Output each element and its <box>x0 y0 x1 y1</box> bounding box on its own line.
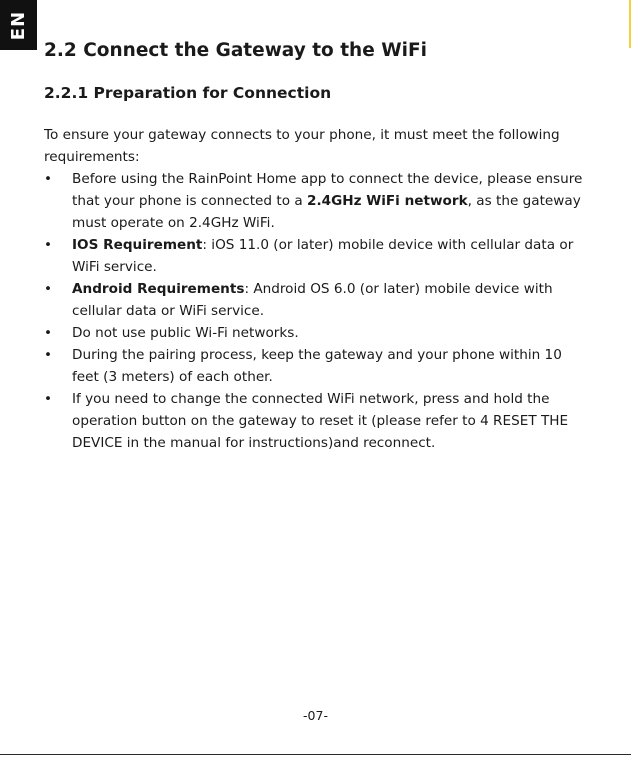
bullet-icon: • <box>44 171 53 187</box>
list-item <box>44 234 592 278</box>
bullet-icon: • <box>44 325 53 341</box>
language-tab <box>0 0 37 50</box>
requirement-text: , as the gateway must operate on 2.4GHz WiFi. <box>72 193 581 231</box>
list-item <box>44 278 592 322</box>
bottom-divider <box>0 754 631 755</box>
language-tab-label: EN <box>8 10 29 40</box>
list-item <box>44 322 592 344</box>
list-item <box>44 168 592 234</box>
list-item <box>44 388 592 454</box>
requirement-emphasis: 2.4GHz WiFi network <box>306 193 468 209</box>
requirement-text: Before using the RainPoint Home app to connect the device, please ensure that your phone is connected to a <box>72 171 583 209</box>
requirement-text: If you need to change the connected WiFi network, press and hold the operation button on the gateway to reset it (please refer to 4 RESET THE DEVICE in the manual for instructions)and reconnect. <box>72 391 569 451</box>
requirements-list <box>44 168 592 454</box>
list-item <box>44 344 592 388</box>
requirement-emphasis: Android Requirements <box>72 281 245 297</box>
intro-paragraph: To ensure your gateway connects to your phone, it must meet the following requirements: <box>44 127 560 165</box>
requirement-text: : iOS 11.0 (or later) mobile device with cellular data or WiFi service. <box>72 237 574 275</box>
subsection-title: 2.2.1 Preparation for Connection <box>44 84 332 102</box>
bullet-icon: • <box>44 391 53 407</box>
requirement-emphasis: IOS Requirement <box>72 237 203 253</box>
requirement-text: Do not use public Wi-Fi networks. <box>72 325 299 341</box>
bullet-icon: • <box>44 347 53 363</box>
page-number: -07- <box>303 708 328 723</box>
section-title: 2.2 Connect the Gateway to the WiFi <box>44 40 427 61</box>
requirement-text: During the pairing process, keep the gateway and your phone within 10 feet (3 meters) of each other. <box>72 347 562 385</box>
bullet-icon: • <box>44 237 53 253</box>
bullet-icon: • <box>44 281 53 297</box>
requirement-text: : Android OS 6.0 (or later) mobile device with cellular data or WiFi service. <box>72 281 553 319</box>
